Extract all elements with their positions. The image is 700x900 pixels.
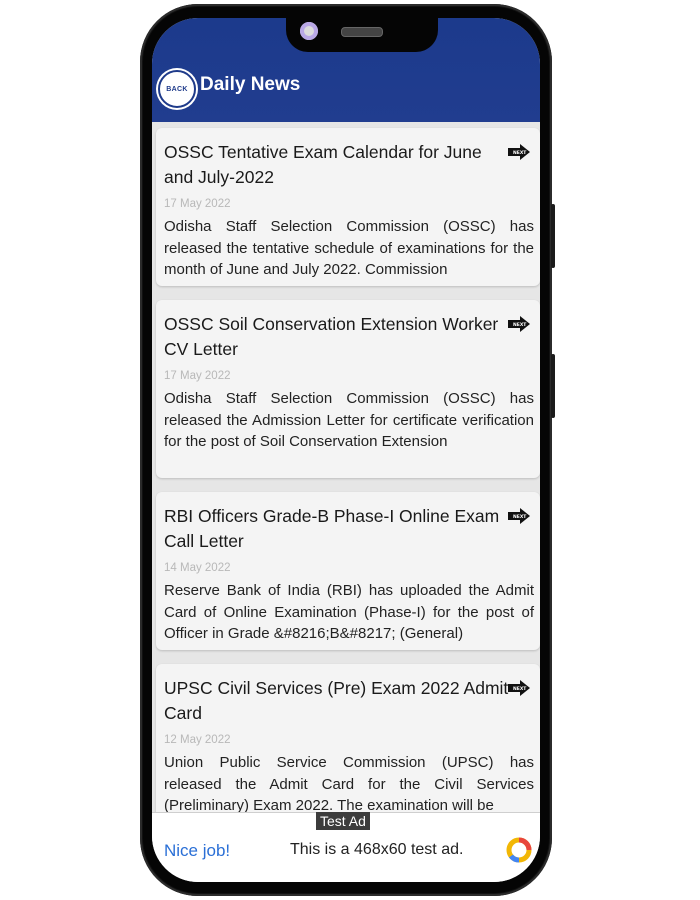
- page-title: Daily News: [200, 74, 301, 95]
- news-card[interactable]: [156, 300, 540, 478]
- ad-tag: Test Ad: [316, 812, 370, 830]
- next-arrow-icon[interactable]: [508, 680, 530, 696]
- svg-text:NEXT: NEXT: [513, 687, 527, 692]
- earpiece-speaker: [341, 27, 383, 37]
- news-date: 17 May 2022: [164, 198, 231, 210]
- ad-text[interactable]: This is a 468x60 test ad.: [290, 841, 464, 858]
- news-title[interactable]: RBI Officers Grade-B Phase-I Online Exam Call Letter: [164, 506, 500, 551]
- back-button[interactable]: [158, 70, 196, 108]
- news-title[interactable]: OSSC Soil Conservation Extension Worker CV Letter: [164, 314, 499, 359]
- notch: [286, 18, 438, 52]
- back-label: BACK: [166, 85, 188, 93]
- news-card[interactable]: [156, 492, 540, 650]
- front-camera: [300, 22, 318, 40]
- next-arrow-icon[interactable]: [508, 144, 530, 160]
- news-date: 12 May 2022: [164, 734, 231, 746]
- news-list[interactable]: [152, 122, 540, 812]
- ad-nice-label[interactable]: Nice job!: [164, 841, 231, 860]
- ad-banner[interactable]: [152, 812, 540, 882]
- next-arrow-icon[interactable]: [508, 508, 530, 524]
- phone-frame: [140, 4, 552, 896]
- news-date: 14 May 2022: [164, 562, 231, 574]
- news-title[interactable]: OSSC Tentative Exam Calendar for June and July-2022: [164, 142, 482, 187]
- screen: [152, 18, 540, 882]
- ad-logo-icon[interactable]: [506, 837, 532, 863]
- next-arrow-icon[interactable]: [508, 316, 530, 332]
- news-date: 17 May 2022: [164, 370, 231, 382]
- svg-text:NEXT: NEXT: [513, 151, 527, 156]
- side-button-power: [551, 354, 555, 418]
- news-card[interactable]: [156, 128, 540, 286]
- news-title[interactable]: UPSC Civil Services (Pre) Exam 2022 Admit Card: [164, 678, 509, 723]
- side-button-volume: [551, 204, 555, 268]
- news-description: Odisha Staff Selection Commission (OSSC) has released the Admission Letter for certificate verification for the post of Soil Conservation Extension: [164, 390, 534, 450]
- news-description: Union Public Service Commission (UPSC) has released the Admit Card for the Civil Services (Preliminary) Exam 2022. The examination will be: [164, 754, 534, 812]
- news-card[interactable]: [156, 664, 540, 812]
- svg-text:NEXT: NEXT: [513, 515, 527, 520]
- news-description: Odisha Staff Selection Commission (OSSC) has released the tentative schedule of examinations for the month of June and July 2022. Commission: [164, 218, 534, 278]
- news-description: Reserve Bank of India (RBI) has uploaded the Admit Card of Online Examination (Phase-I) for the post of Officer in Grade &#8216;B&#8217; (General): [164, 582, 534, 642]
- svg-text:NEXT: NEXT: [513, 323, 527, 328]
